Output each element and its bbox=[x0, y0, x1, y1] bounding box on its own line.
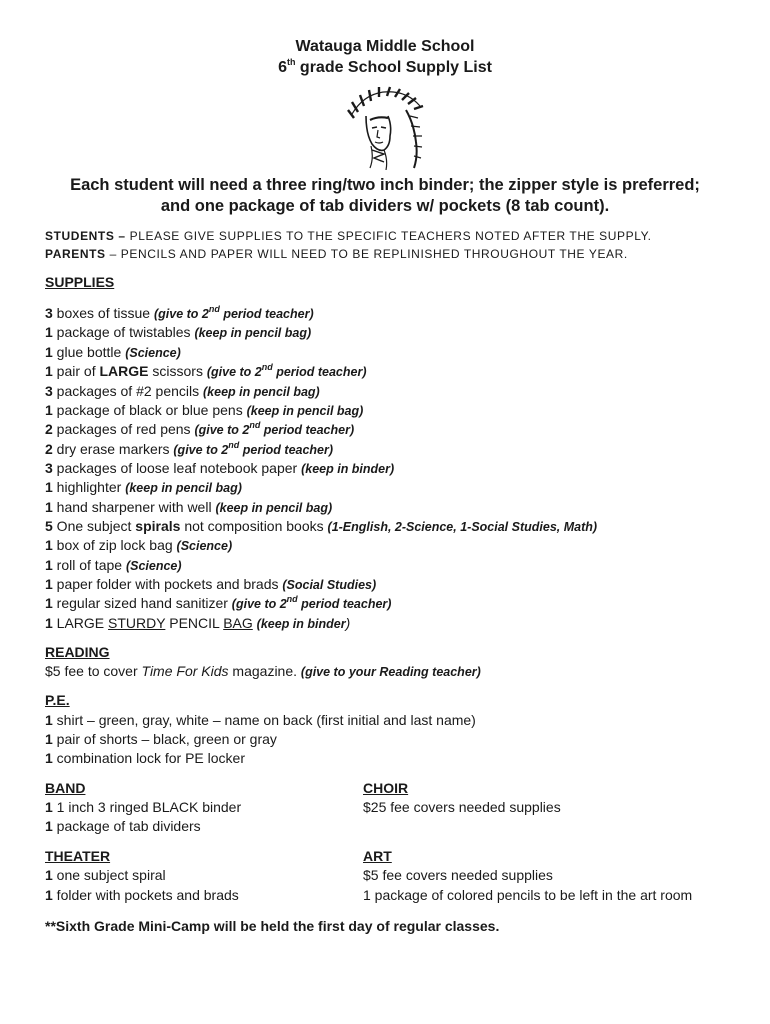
parents-label: PARENTS bbox=[45, 247, 106, 261]
supply-item: 2 dry erase markers (give to 2nd period teacher) bbox=[45, 439, 334, 457]
pe-item: 1 shirt – green, gray, white – name on back (first initial and last name) bbox=[45, 712, 476, 728]
pe-heading: P.E. bbox=[45, 692, 70, 708]
grade-superscript: th bbox=[286, 56, 296, 67]
pe-item: 1 combination lock for PE locker bbox=[45, 750, 245, 766]
school-name: Watauga Middle School bbox=[295, 38, 475, 55]
reading-heading: READING bbox=[45, 644, 110, 660]
choir-heading: CHOIR bbox=[363, 780, 409, 796]
band-heading: BAND bbox=[45, 780, 86, 796]
theater-item: 1 one subject spiral bbox=[45, 867, 166, 883]
supply-item: 1 paper folder with pockets and brads (Social Studies) bbox=[45, 576, 377, 592]
supply-item: 3 boxes of tissue (give to 2nd period teacher) bbox=[45, 303, 314, 321]
supply-item: 1 highlighter (keep in pencil bag) bbox=[45, 479, 242, 495]
parents-note bbox=[45, 247, 628, 261]
supply-item: 1 box of zip lock bag (Science) bbox=[45, 537, 233, 553]
supplies-heading: SUPPLIES bbox=[45, 274, 115, 290]
theater-item: 1 folder with pockets and brads bbox=[45, 887, 239, 903]
supply-item: 1 hand sharpener with well (keep in pencil bag) bbox=[45, 499, 333, 515]
title-rest: grade School Supply List bbox=[295, 59, 492, 76]
supply-item: 2 packages of red pens (give to 2nd period teacher) bbox=[45, 419, 355, 437]
theater-heading: THEATER bbox=[45, 848, 111, 864]
document-title bbox=[0, 56, 770, 77]
supply-item: 1 pair of LARGE scissors (give to 2nd period teacher) bbox=[45, 361, 367, 379]
native-chief-headdress-mascot-icon bbox=[344, 84, 426, 170]
students-label: STUDENTS – bbox=[45, 229, 126, 243]
supply-item: 1 package of twistables (keep in pencil bag) bbox=[45, 324, 312, 340]
pe-item: 1 pair of shorts – black, green or gray bbox=[45, 731, 277, 747]
band-item: 1 1 inch 3 ringed BLACK binder bbox=[45, 799, 242, 815]
binder-requirement-line1: Each student will need a three ring/two inch binder; the zipper style is preferred; bbox=[70, 176, 700, 194]
supply-item: 1 LARGE STURDY PENCIL BAG (keep in binder) bbox=[45, 615, 351, 631]
mini-camp-note: **Sixth Grade Mini-Camp will be held the first day of regular classes. bbox=[45, 918, 500, 934]
supply-item: 3 packages of #2 pencils (keep in pencil bag) bbox=[45, 383, 320, 399]
supply-item: 1 package of black or blue pens (keep in pencil bag) bbox=[45, 402, 364, 418]
art-heading: ART bbox=[363, 848, 392, 864]
grade-number: 6 bbox=[278, 59, 287, 76]
binder-requirement-line2: and one package of tab dividers w/ pockets (8 tab count). bbox=[160, 197, 610, 215]
supply-item: 3 packages of loose leaf notebook paper (keep in binder) bbox=[45, 460, 395, 476]
band-item: 1 package of tab dividers bbox=[45, 818, 201, 834]
supply-item: 5 One subject spirals not composition books (1-English, 2-Science, 1-Social Studies, Math) bbox=[45, 518, 598, 534]
students-text: PLEASE GIVE SUPPLIES TO THE SPECIFIC TEACHERS NOTED AFTER THE SUPPLY. bbox=[125, 229, 652, 243]
supply-item: 1 roll of tape (Science) bbox=[45, 557, 182, 573]
art-fee: $5 fee covers needed supplies bbox=[363, 867, 553, 883]
reading-fee: $5 fee to cover Time For Kids magazine. (give to your Reading teacher) bbox=[45, 663, 481, 679]
students-note bbox=[45, 229, 652, 243]
art-item: 1 package of colored pencils to be left in the art room bbox=[363, 887, 693, 903]
parents-text: – PENCILS AND PAPER WILL NEED TO BE REPLINISHED THROUGHOUT THE YEAR. bbox=[105, 247, 628, 261]
choir-fee: $25 fee covers needed supplies bbox=[363, 799, 561, 815]
supply-item: 1 regular sized hand sanitizer (give to 2nd period teacher) bbox=[45, 593, 392, 611]
supply-item: 1 glue bottle (Science) bbox=[45, 344, 181, 360]
